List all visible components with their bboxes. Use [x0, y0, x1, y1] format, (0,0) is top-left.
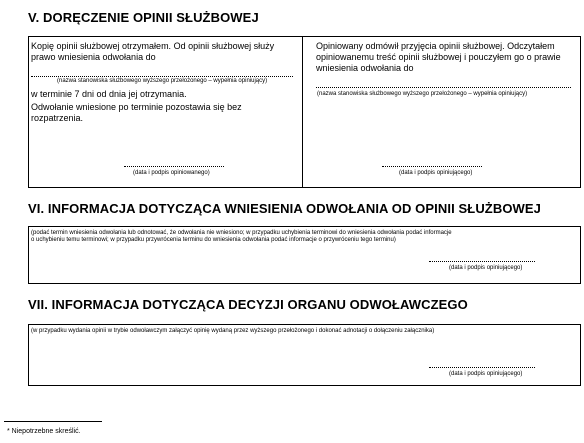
- left-text-line3: w terminie 7 dni od dnia jej otrzymania.: [31, 89, 187, 99]
- section-7-box: [28, 324, 581, 386]
- section-7-title: VII. INFORMACJA DOTYCZĄCA DECYZJI ORGANU ODWOŁAWCZEGO: [28, 297, 468, 312]
- left-authority-hint: (nazwa stanowiska służbowego wyższego przełożonego – wypełnia opiniujący): [57, 78, 268, 84]
- appeal-authority-field-left[interactable]: [31, 76, 293, 77]
- section-6-hint: [31, 230, 579, 244]
- section-7-signature-caption: (data i podpis opiniującego): [449, 371, 523, 377]
- right-text-line2: opiniowanemu treść opinii służbowej i pouczyłem go o prawie: [316, 52, 561, 62]
- right-column: [316, 41, 578, 74]
- left-text-line2: prawo wniesienia odwołania do: [31, 52, 156, 62]
- appeal-authority-field-right[interactable]: [316, 87, 571, 88]
- footnote: * Niepotrzebne skreślić.: [7, 428, 81, 435]
- section-5-box: [28, 36, 581, 188]
- section-6-title: VI. INFORMACJA DOTYCZĄCA WNIESIENIA ODWOŁANIA OD OPINII SŁUŻBOWEJ: [28, 201, 542, 216]
- section-6-box: [28, 226, 581, 284]
- left-column-rest: [31, 89, 301, 124]
- section-6-signature-caption: (data i podpis opiniującego): [449, 265, 523, 271]
- left-column: [31, 41, 301, 63]
- section-6-signature-field[interactable]: [429, 261, 535, 262]
- left-text-line4: Odwołanie wniesione po terminie pozostawia się bez: [31, 102, 242, 112]
- left-signature-field[interactable]: [124, 166, 224, 167]
- right-authority-hint: (nazwa stanowiska służbowego wyższego przełożonego – wypełnia opiniujący): [317, 91, 528, 97]
- right-signature-caption: (data i podpis opiniującego): [399, 170, 473, 176]
- section-6-hint-line2: o uchybieniu temu terminowi; w przypadku przywrócenia terminu do wniesienia odwołania podać informacje o przywróceniu tego terminu): [31, 237, 396, 243]
- right-text-line3: wniesienia odwołania do: [316, 63, 414, 73]
- left-text-line5: rozpatrzenia.: [31, 113, 84, 123]
- column-divider: [302, 37, 303, 187]
- left-signature-caption: (data i podpis opiniowanego): [133, 170, 210, 176]
- section-7-hint: (w przypadku wydania opinii w trybie odwoławczym załączyć opinię wydaną przez wyższego przełożonego i dokonać adnotacji o dołączeniu załącznika): [31, 328, 435, 334]
- section-5-title: V. DORĘCZENIE OPINII SŁUŻBOWEJ: [28, 10, 259, 25]
- section-7-signature-field[interactable]: [429, 367, 535, 368]
- right-text-line1: Opiniowany odmówił przyjęcia opinii służbowej. Odczytałem: [316, 41, 555, 51]
- footnote-rule: [4, 421, 102, 422]
- section-6-hint-line1: (podać termin wniesienia odwołania lub odnotować, że odwołania nie wniesiono; w przypadku uchybienia terminowi do wniesienia odwołania podać informacje: [31, 230, 452, 236]
- right-signature-field[interactable]: [382, 166, 482, 167]
- left-text-line1: Kopię opinii służbowej otrzymałem. Od opinii służbowej służy: [31, 41, 275, 51]
